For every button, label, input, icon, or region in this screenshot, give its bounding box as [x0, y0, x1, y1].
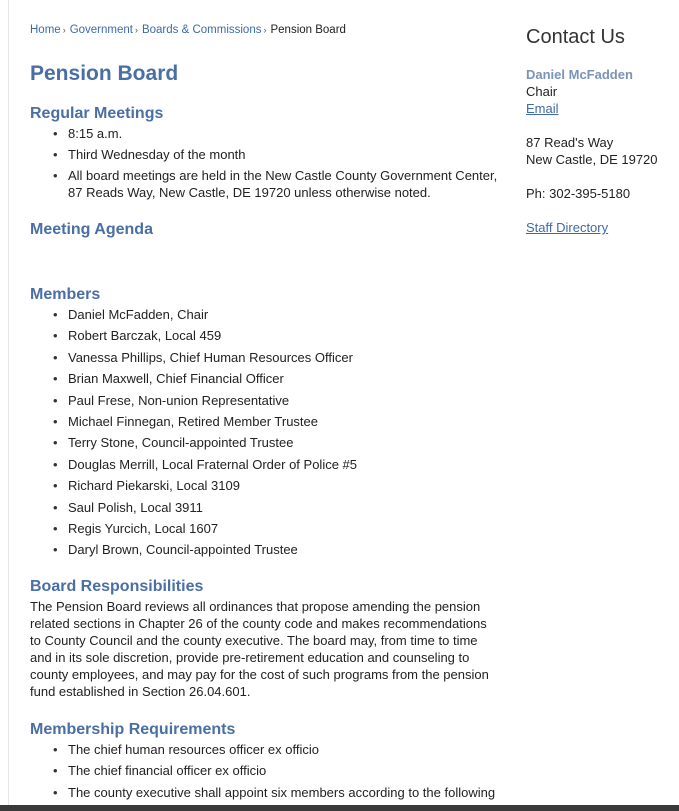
list-item: • Brian Maxwell, Chief Financial Officer: [30, 370, 500, 391]
page-left-border: [8, 0, 9, 811]
list-item: • Daniel McFadden, Chair: [30, 306, 500, 327]
breadcrumb: [30, 24, 346, 36]
staff-directory-link[interactable]: Staff Directory: [526, 220, 609, 235]
list-item: • Terry Stone, Council-appointed Trustee: [30, 434, 500, 455]
breadcrumb-home-link[interactable]: Home: [30, 24, 61, 36]
list-item: • The county executive shall appoint six members according to the following: [30, 784, 500, 805]
list-item: • Vanessa Phillips, Chief Human Resources Officer: [30, 349, 500, 370]
list-item: • The chief financial officer ex officio: [30, 762, 500, 783]
list-item: • Third Wednesday of the month: [30, 146, 500, 163]
contact-address-line2: New Castle, DE 19720: [526, 152, 658, 167]
breadcrumb-boards-commissions-link[interactable]: Boards & Commissions: [141, 24, 262, 36]
regular-meetings-heading: Regular Meetings: [30, 105, 164, 122]
breadcrumb-government-link[interactable]: Government: [69, 24, 133, 36]
chevron-right-icon: ›: [62, 25, 66, 35]
chevron-right-icon: ›: [134, 25, 138, 35]
membership-requirements-list: [30, 741, 500, 805]
list-item: • Saul Polish, Local 3911: [30, 499, 500, 520]
list-item: • Richard Piekarski, Local 3109: [30, 477, 500, 498]
contact-address-line1: 87 Read's Way: [526, 135, 614, 150]
contact-email-link[interactable]: Email: [526, 101, 559, 116]
contact-phone: Ph: 302-395-5180: [526, 186, 631, 201]
list-item: • Paul Frese, Non-union Representative: [30, 392, 500, 413]
list-item: • Douglas Merrill, Local Fraternal Order of Police #5: [30, 456, 500, 477]
list-item: • Robert Barczak, Local 459: [30, 327, 500, 348]
list-item: • Michael Finnegan, Retired Member Trustee: [30, 413, 500, 434]
contact-us-heading: Contact Us: [526, 26, 625, 48]
members-list: [30, 306, 500, 563]
page-title: Pension Board: [30, 62, 179, 85]
breadcrumb-current-page: Pension Board: [270, 24, 346, 36]
chevron-right-icon: ›: [263, 25, 267, 35]
members-heading: Members: [30, 286, 101, 303]
meeting-agenda-heading: Meeting Agenda: [30, 221, 153, 238]
board-responsibilities-text: The Pension Board reviews all ordinances that propose amending the pension related sections in Chapter 26 of the county code and makes recommendations to County Council and the county executive. The board may, from time to time and in its sole discretion, provide pre-retirement education and counseling to county employees, and may pay for the cost of such programs from the pension fund established in Section 26.04.601.: [30, 599, 489, 699]
contact-name: Daniel McFadden: [526, 67, 633, 82]
list-item: • Regis Yurcich, Local 1607: [30, 520, 500, 541]
window-bottom-edge: [0, 805, 679, 811]
list-item: • All board meetings are held in the New Castle County Government Center, 87 Reads Way, New Castle, DE 19720 unless otherwise noted.: [30, 167, 500, 201]
list-item: • The chief human resources officer ex officio: [30, 741, 500, 762]
contact-title: Chair: [526, 84, 558, 99]
board-responsibilities-heading: Board Responsibilities: [30, 578, 204, 595]
list-item: • 8:15 a.m.: [30, 125, 500, 142]
membership-requirements-heading: Membership Requirements: [30, 721, 236, 738]
regular-meetings-list: [30, 125, 500, 201]
list-item: • Daryl Brown, Council-appointed Trustee: [30, 541, 500, 562]
